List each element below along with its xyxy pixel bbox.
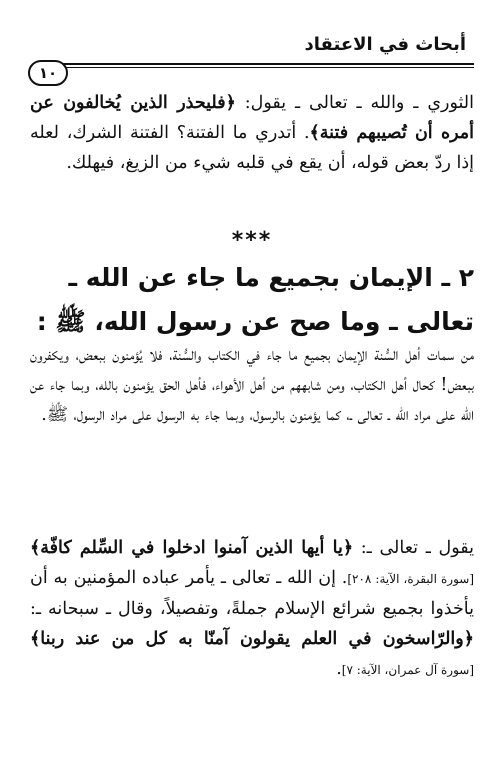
paragraph-1-text-before: الثوري ـ والله ـ تعالى ـ يقول: <box>235 93 474 113</box>
section-heading: ٢ ـ الإيمان بجميع ما جاء عن الله ـ تعالى ـ وما صح عن رسول الله، ﷺ : <box>36 263 474 336</box>
paragraph-3-end: . <box>336 659 342 679</box>
page-header <box>34 28 474 68</box>
running-title: أبحاث في الاعتقاد <box>304 34 466 55</box>
quran-quote-2: ﴿يا أيها الذين آمنوا ادخلوا في السِّلم كافّة﴾ <box>30 538 354 558</box>
header-rule-thick <box>34 63 474 65</box>
paragraph-1 <box>30 88 474 178</box>
paragraph-3 <box>30 533 474 685</box>
paragraph-1-text-after: . أتدري ما الفتنة؟ الفتنة الشرك، لعله إذا ردّ بعض قوله، أن يقع في قلبه شيء من الزيغ، فيهلك. <box>30 123 474 173</box>
verse-reference-1: [سورة البقرة، الآية: ٢٠٨] <box>347 572 474 586</box>
section-separator: *** <box>231 228 273 253</box>
header-rule-thin <box>34 67 474 68</box>
paragraph-3-text-2: . إن الله ـ تعالى ـ يأمر عباده المؤمنين به أن يأخذوا بجميع شرائع الإسلام جملةً، وتفصيلاً، وقال ـ سبحانه ـ: <box>30 568 474 619</box>
paragraph-2: من سمات أهل السُّنة الإيمان بجميع ما جاء في الكتاب والسُّنة، فلا يُؤمنون ببعض، ويكفرون ببعض! كحال أهل الكتاب، ومن شابههم من أهل الأهواء، فأهل الحق يؤمنون بالله، وبما جاء عن الله على مراد الله ـ تعالى ـ، كما يؤمنون بالرسول، وبما جاء به الرسول على مراد الرسول، ﷺ. <box>30 345 474 425</box>
page-number: ١٠ <box>28 60 68 86</box>
verse-reference-2: [سورة آل عمران، الآية: ٧] <box>341 663 474 677</box>
paragraph-3-text-1: يقول ـ تعالى ـ: <box>353 538 474 558</box>
quran-quote-1: ﴿فليحذر الذين يُخالفون عن أمره أن تُصيبهم فتنة﴾ <box>30 93 474 143</box>
quran-quote-3: ﴿والرّاسخون في العلم يقولون آمنّا به كل من عند ربنا﴾ <box>30 629 474 649</box>
